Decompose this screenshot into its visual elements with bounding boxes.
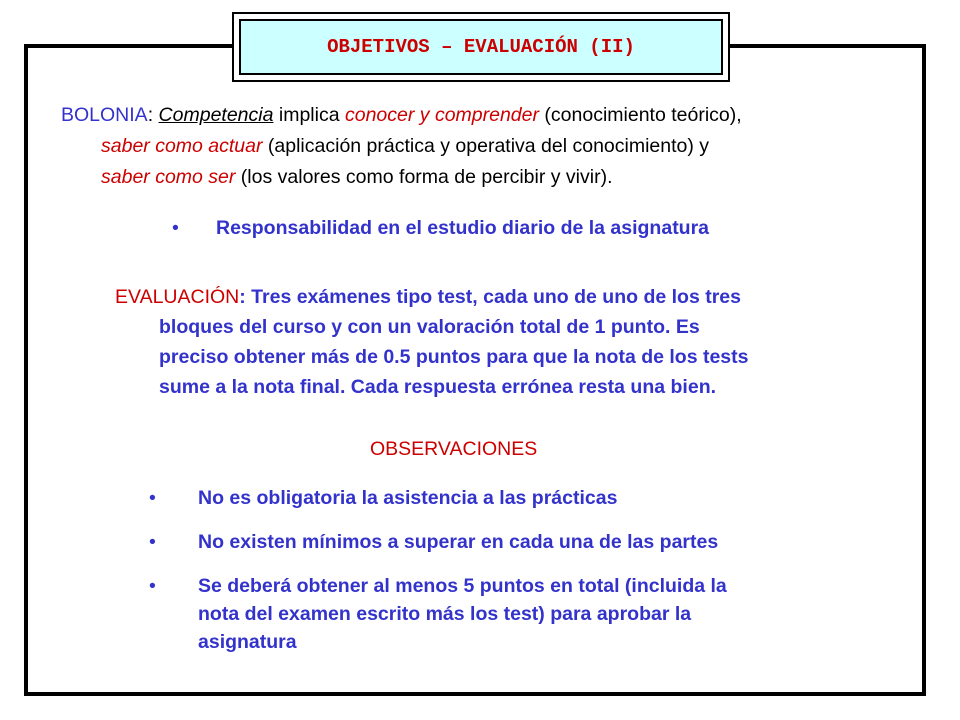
saber-actuar-term: saber como actuar	[101, 135, 263, 157]
saber-actuar-rest: (aplicación práctica y operativa del conocimiento) y	[262, 135, 710, 157]
evaluacion-paragraph	[115, 282, 875, 402]
title-box	[232, 12, 730, 82]
page-title: OBJETIVOS – EVALUACIÓN (II)	[239, 19, 723, 75]
evaluacion-line-1	[115, 282, 875, 312]
observaciones-title: OBSERVACIONES	[370, 438, 538, 460]
conocer-rest: (conocimiento teórico),	[539, 104, 742, 126]
evaluacion-text-2: bloques del curso y con un valoración total de 1 punto. Es	[159, 316, 700, 338]
bullet-icon: •	[149, 575, 156, 597]
responsabilidad-text: Responsabilidad en el estudio diario de la asignatura	[216, 217, 710, 239]
evaluacion-text-3: preciso obtener más de 0.5 puntos para que la nota de los tests	[159, 346, 749, 368]
conocer-term: conocer y comprender	[344, 104, 539, 126]
observacion-item-3	[149, 572, 727, 656]
bolonia-paragraph	[61, 100, 911, 193]
competencia-term: Competencia	[158, 104, 274, 126]
bullet-icon: •	[149, 531, 156, 553]
bolonia-line-3	[61, 162, 911, 193]
evaluacion-text-1: : Tres exámenes tipo test, cada uno de uno de los tres	[239, 286, 741, 308]
bolonia-line-2	[61, 131, 911, 162]
saber-ser-term: saber como ser	[101, 166, 236, 188]
responsabilidad-item	[172, 214, 709, 242]
saber-ser-rest: (los valores como forma de percibir y vivir).	[235, 166, 613, 188]
bolonia-colon: :	[147, 104, 154, 126]
evaluacion-text-4: sume a la nota final. Cada respuesta errónea resta una bien.	[159, 376, 717, 398]
observacion-line-1: Se deberá obtener al menos 5 puntos en total (incluida la	[198, 575, 727, 597]
bullet-icon: •	[172, 217, 179, 239]
bullet-icon: •	[149, 487, 156, 509]
observacion-text-1: No es obligatoria la asistencia a las prácticas	[198, 487, 618, 509]
observacion-text-2: No existen mínimos a superar en cada una de las partes	[198, 531, 719, 553]
evaluacion-label: EVALUACIÓN	[115, 286, 240, 308]
implica-text: implica	[273, 104, 345, 126]
bolonia-line-1	[61, 100, 911, 131]
observacion-item-1	[149, 484, 617, 512]
observacion-line-3: asignatura	[198, 631, 297, 653]
bolonia-label: BOLONIA	[61, 104, 148, 126]
observacion-line-2: nota del examen escrito más los test) para aprobar la	[198, 603, 692, 625]
observacion-text-3	[198, 572, 727, 656]
observacion-item-2	[149, 528, 718, 556]
